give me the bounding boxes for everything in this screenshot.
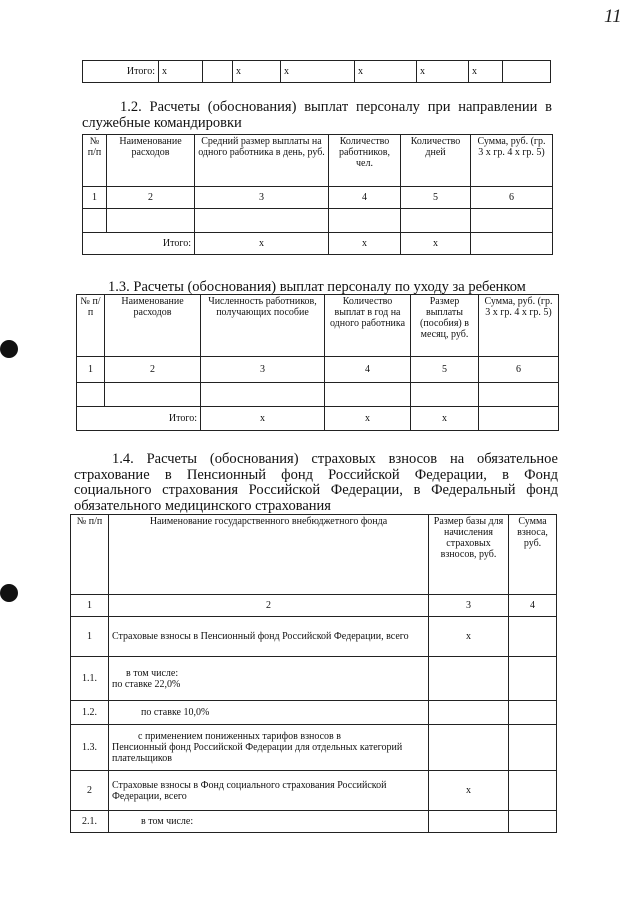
row-name-line: Пенсионный фонд Российской Федерации для отдельных категорий плательщиков: [112, 742, 403, 764]
total-cell: x: [329, 233, 401, 255]
row-sum: [509, 701, 557, 725]
total-cell: x: [201, 407, 325, 431]
row-sum: [509, 811, 557, 833]
table-row: [71, 771, 557, 811]
top-total-cell: x: [159, 61, 203, 83]
top-total-label: Итого:: [83, 61, 159, 83]
column-number: 5: [401, 187, 471, 209]
table-row: [71, 811, 557, 833]
row-number: 1.1.: [71, 657, 109, 701]
row-name: [109, 725, 429, 771]
row-number: 1.3.: [71, 725, 109, 771]
empty-cell: [201, 383, 325, 407]
total-label: Итого:: [83, 233, 195, 255]
table-row: [71, 617, 557, 657]
column-number: 1: [77, 357, 105, 383]
row-sum: [509, 771, 557, 811]
header-cell: Сумма взноса, руб.: [509, 515, 557, 595]
total-cell: x: [325, 407, 411, 431]
header-cell: Количество выплат в год на одного работника: [325, 295, 411, 357]
total-cell: [471, 233, 553, 255]
row-sum: [509, 657, 557, 701]
row-name: в том числе:: [109, 811, 429, 833]
top-total-cell: x: [355, 61, 417, 83]
header-cell: Размер выплаты (пособия) в месяц, руб.: [411, 295, 479, 357]
table-row: [71, 701, 557, 725]
empty-cell: [195, 209, 329, 233]
row-name-line: по ставке 22,0%: [112, 678, 181, 690]
column-number: 1: [83, 187, 107, 209]
binder-hole-mark: [0, 584, 18, 602]
empty-cell: [107, 209, 195, 233]
column-number: 1: [71, 595, 109, 617]
total-cell: [479, 407, 559, 431]
page-number: 11: [604, 6, 622, 27]
row-name-line: в том числе:: [126, 667, 179, 679]
section-1-4-table: [70, 514, 557, 833]
column-number: 3: [201, 357, 325, 383]
column-number: 6: [471, 187, 553, 209]
row-sum: [509, 725, 557, 771]
column-number: 4: [329, 187, 401, 209]
column-number: 2: [109, 595, 429, 617]
top-total-cell: x: [233, 61, 281, 83]
header-cell: № п/п: [83, 135, 107, 187]
column-number: 4: [509, 595, 557, 617]
total-cell: x: [411, 407, 479, 431]
empty-cell: [401, 209, 471, 233]
section-1-4-title: 1.4. Расчеты (обоснования) страховых взносов на обязательное страхование в Пенсионный фонд Российской Федерации, в Фонд социального страхования Российской Федерации, в Федеральный фонд обязательного медицинского страхования: [74, 451, 558, 514]
row-name: [109, 657, 429, 701]
column-number: 4: [325, 357, 411, 383]
top-total-cell: [203, 61, 233, 83]
header-cell: Количество работников, чел.: [329, 135, 401, 187]
header-cell: Наименование расходов: [107, 135, 195, 187]
top-total-cell: x: [417, 61, 469, 83]
row-base: [429, 701, 509, 725]
header-cell: Средний размер выплаты на одного работника в день, руб.: [195, 135, 329, 187]
row-name-line: с применением пониженных тарифов взносов в: [138, 731, 341, 742]
top-total-cell: [503, 61, 551, 83]
section-1-2-title: 1.2. Расчеты (обоснования) выплат персоналу при направлении в служебные командировки: [82, 99, 552, 131]
header-cell: Количество дней: [401, 135, 471, 187]
row-number: 2: [71, 771, 109, 811]
column-number: 3: [195, 187, 329, 209]
header-cell: № п/п: [77, 295, 105, 357]
empty-cell: [479, 383, 559, 407]
table-row: [71, 657, 557, 701]
top-total-table: [82, 60, 551, 83]
table-row: [71, 725, 557, 771]
total-label: Итого:: [77, 407, 201, 431]
row-number: 1.2.: [71, 701, 109, 725]
column-number: 5: [411, 357, 479, 383]
top-total-cell: x: [469, 61, 503, 83]
column-number: 2: [105, 357, 201, 383]
section-1-3-title: 1.3. Расчеты (обоснования) выплат персоналу по уходу за ребенком: [108, 279, 526, 295]
total-cell: x: [401, 233, 471, 255]
section-1-3-table: [76, 294, 559, 431]
header-cell: Сумма, руб. (гр. 3 x гр. 4 x гр. 5): [479, 295, 559, 357]
section-1-2-table: [82, 134, 553, 255]
empty-cell: [329, 209, 401, 233]
empty-cell: [83, 209, 107, 233]
column-number: 6: [479, 357, 559, 383]
row-base: x: [429, 771, 509, 811]
row-base: [429, 811, 509, 833]
column-number: 3: [429, 595, 509, 617]
total-cell: x: [195, 233, 329, 255]
empty-cell: [411, 383, 479, 407]
header-cell: № п/п: [71, 515, 109, 595]
row-number: 2.1.: [71, 811, 109, 833]
empty-cell: [77, 383, 105, 407]
row-base: [429, 725, 509, 771]
header-cell: Наименование расходов: [105, 295, 201, 357]
row-name: Страховые взносы в Пенсионный фонд Российской Федерации, всего: [109, 617, 429, 657]
row-number: 1: [71, 617, 109, 657]
empty-cell: [325, 383, 411, 407]
binder-hole-mark: [0, 340, 18, 358]
header-cell: Сумма, руб. (гр. 3 x гр. 4 x гр. 5): [471, 135, 553, 187]
row-base: [429, 657, 509, 701]
empty-cell: [471, 209, 553, 233]
empty-cell: [105, 383, 201, 407]
row-name: Страховые взносы в Фонд социального страхования Российской Федерации, всего: [109, 771, 429, 811]
column-number: 2: [107, 187, 195, 209]
top-total-cell: x: [281, 61, 355, 83]
header-cell: Размер базы для начисления страховых взносов, руб.: [429, 515, 509, 595]
row-sum: [509, 617, 557, 657]
header-cell: Численность работников, получающих пособие: [201, 295, 325, 357]
row-base: x: [429, 617, 509, 657]
row-name: по ставке 10,0%: [109, 701, 429, 725]
header-cell: Наименование государственного внебюджетного фонда: [109, 515, 429, 595]
